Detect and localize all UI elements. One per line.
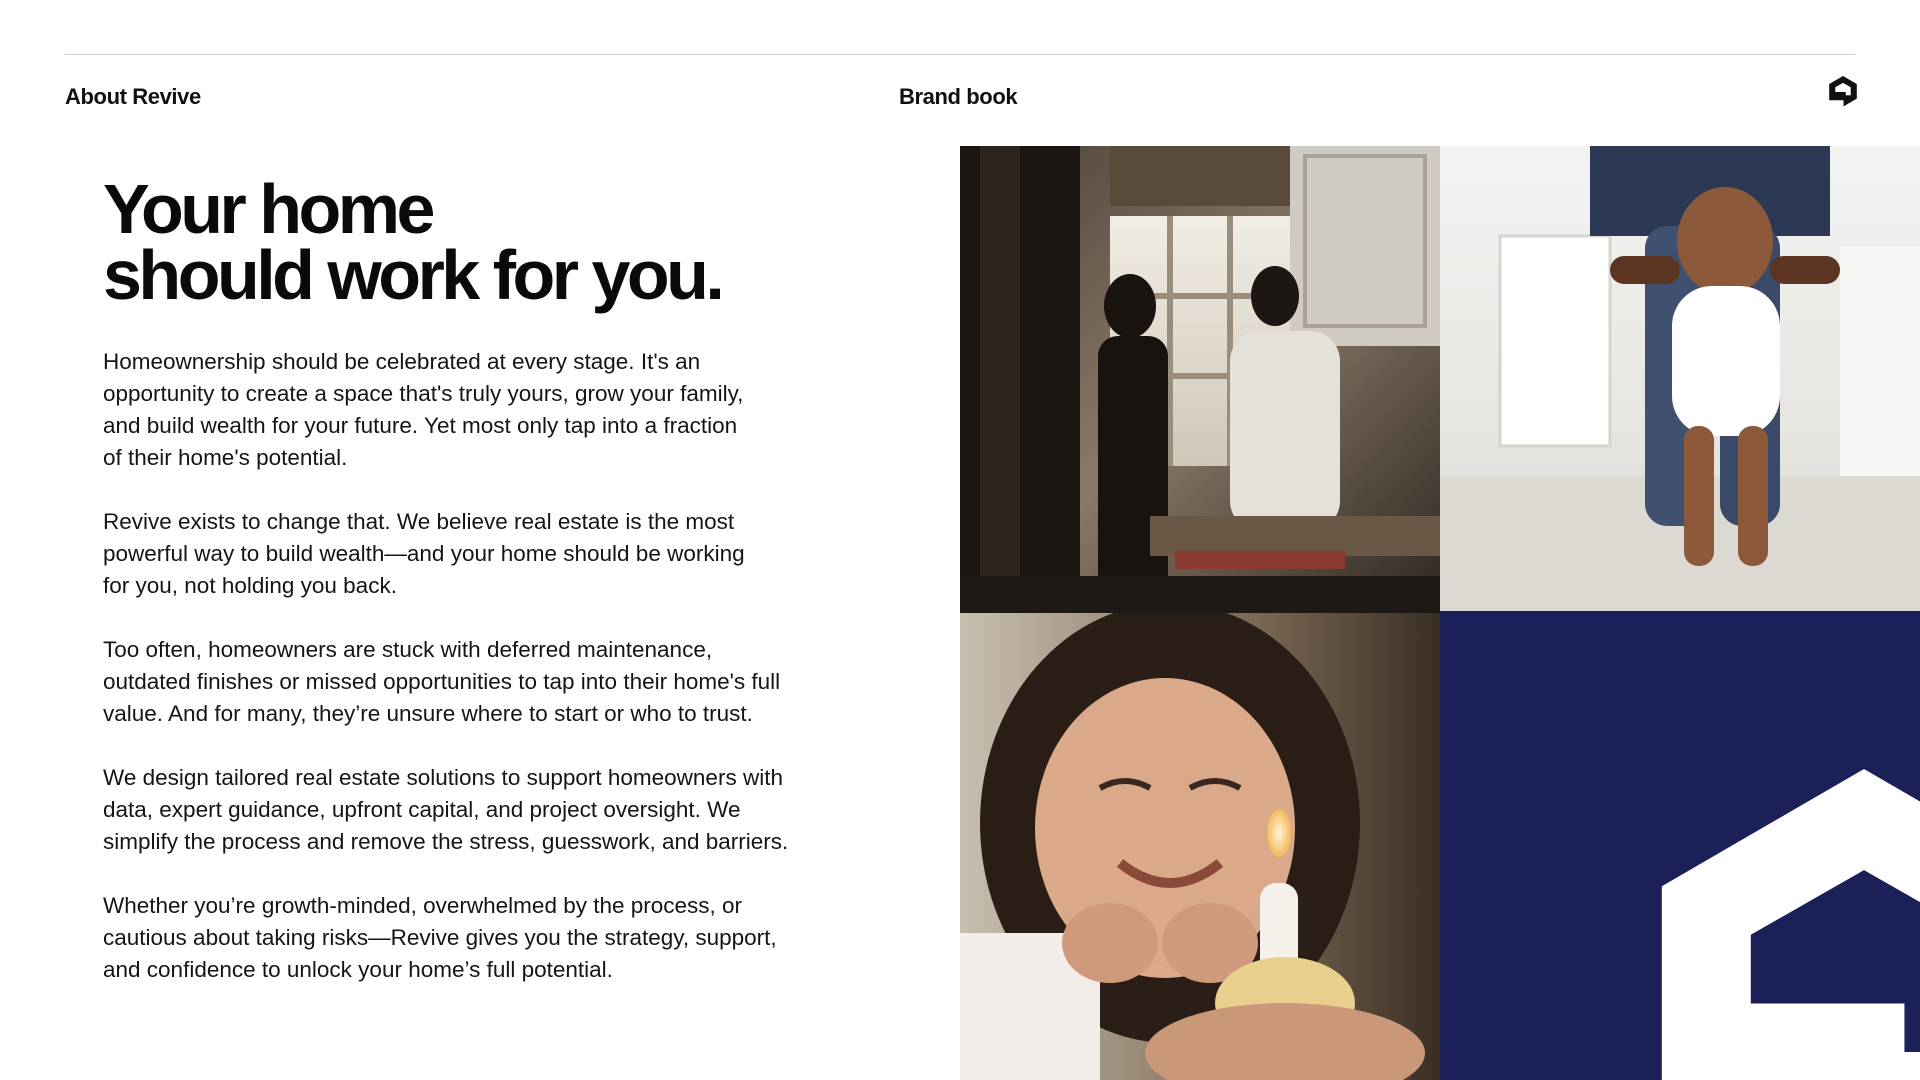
- baby-first-steps-photo: [1440, 146, 1920, 611]
- section-label: About Revive: [65, 84, 201, 109]
- revive-logo-icon: [1829, 76, 1857, 108]
- body-copy: [103, 346, 873, 1018]
- paragraph: We design tailored real estate solutions to support homeowners with data, expert guidance, upfront capital, and project oversight. We simplify the process and remove the stress, guesswork, and barriers.: [103, 765, 789, 854]
- girl-birthday-candle-photo: [960, 613, 1440, 1080]
- document-label: Brand book: [899, 84, 1018, 109]
- header-divider: [65, 54, 1855, 55]
- page-title: [103, 170, 722, 314]
- couple-celebrating-photo: [960, 146, 1440, 613]
- paragraph: Homeownership should be celebrated at every stage. It's an opportunity to create a space that's truly yours, grow your family, and build wealth for your future. Yet most only tap into a fraction of their home's potential.: [103, 349, 744, 470]
- page-title-line-2: should work for you.: [103, 236, 722, 314]
- revive-logo-icon: [1624, 769, 1920, 1080]
- page-number: 3: [1836, 1006, 1848, 1028]
- page-title-line-1: Your home: [103, 170, 432, 248]
- paragraph: Too often, homeowners are stuck with deferred maintenance, outdated finishes or missed opportunities to tap into their home's full value. And for many, they’re unsure where to start or who to trust.: [103, 637, 781, 726]
- paragraph: Whether you’re growth-minded, overwhelmed by the process, or cautious about taking risks—Revive gives you the strategy, support, and confidence to unlock your home’s full potential.: [103, 893, 777, 982]
- paragraph: Revive exists to change that. We believe real estate is the most powerful way to build wealth—and your home should be working for you, not holding you back.: [103, 509, 745, 598]
- brand-tile: [1440, 611, 1920, 1080]
